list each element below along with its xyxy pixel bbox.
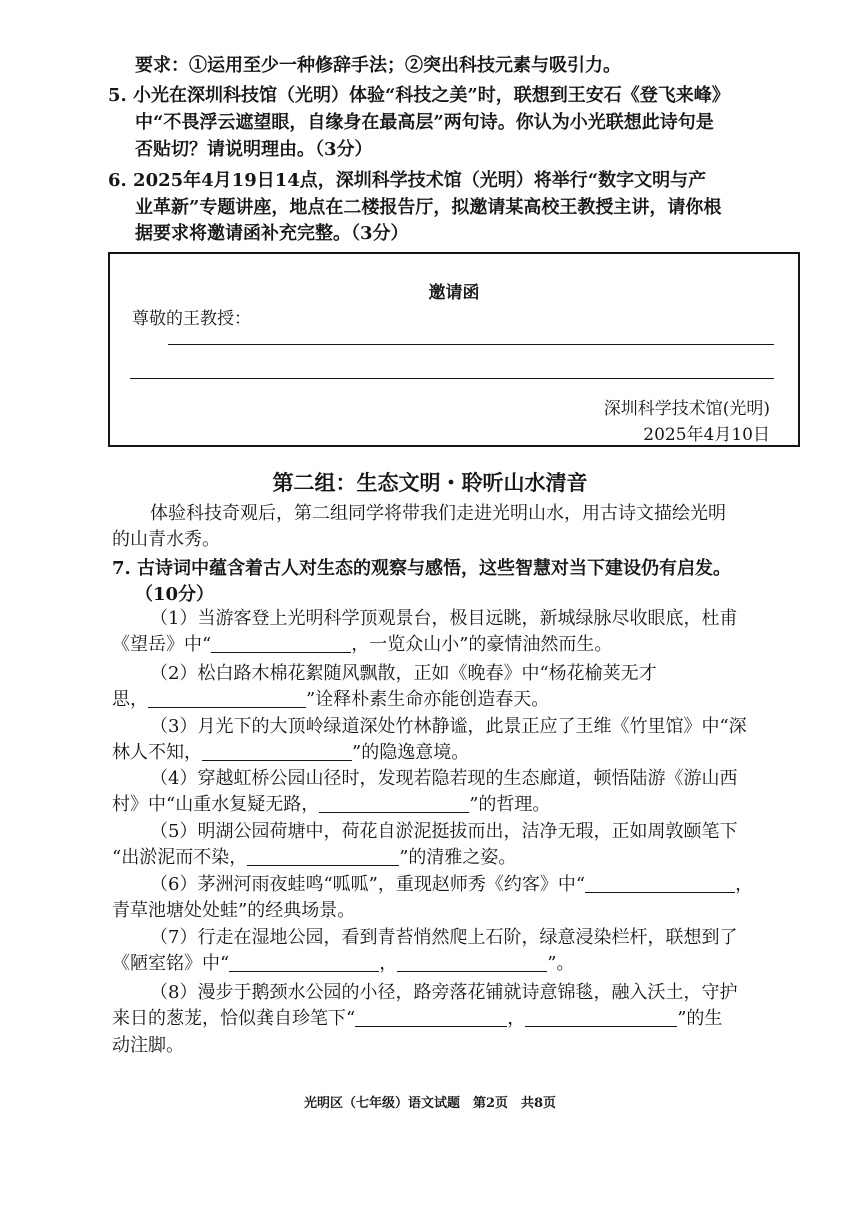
q7-2-answer-blank[interactable] xyxy=(148,689,306,708)
section-2-intro-2: 的山青水秀。 xyxy=(112,529,220,550)
q7-8-line-2 xyxy=(112,1006,722,1032)
q7-6-text-before: （6）茅洲河雨夜蛙鸣“呱呱”，重现赵师秀《约客》中“ xyxy=(150,874,586,895)
q7-7-answer-blank-1[interactable] xyxy=(229,953,379,972)
q7-5-text-before: “出淤泥而不染， xyxy=(112,847,248,868)
q7-8-line-3: 动注脚。 xyxy=(112,1035,184,1056)
q7-score: （10分） xyxy=(135,584,215,605)
q7-line-1: 7. 古诗词中蕴含着古人对生态的观察与感悟，这些智慧对当下建设仍有启发。 xyxy=(112,558,732,579)
page-footer: 光明区（七年级）语文试题 第2页 共8页 xyxy=(303,1096,557,1111)
q5-line-2: 中“不畏浮云遮望眼，自缘身在最高层”两句诗。你认为小光联想此诗句是 xyxy=(135,112,714,133)
section-2-title: 第二组：生态文明・聆听山水清音 xyxy=(272,470,588,495)
q7-8-text-before: 来日的葱茏，恰似龚自珍笔下“ xyxy=(112,1008,356,1029)
q7-4-text-after: ”的哲理。 xyxy=(469,794,551,815)
q7-6-answer-blank[interactable] xyxy=(585,874,735,893)
q7-5-answer-blank[interactable] xyxy=(247,847,399,866)
q7-3-line-2 xyxy=(112,740,469,766)
q7-6-text-after: ， xyxy=(735,874,754,895)
q5-line-1: 5. 小光在深圳科技馆（光明）体验“科技之美”时，联想到王安石《登飞来峰》 xyxy=(108,85,730,106)
q7-7-line-2 xyxy=(112,951,574,977)
q7-1-line-2 xyxy=(112,632,612,658)
q7-1-text-before: 《望岳》中“ xyxy=(112,634,212,655)
q7-1-text-after: ，一览众山小”的豪情油然而生。 xyxy=(351,634,613,655)
invitation-greeting: 尊敬的王教授： xyxy=(132,309,251,329)
q7-5-line-1: （5）明湖公园荷塘中，荷花自淤泥挺拔而出，洁净无瑕，正如周敦颐笔下 xyxy=(150,821,738,842)
q7-8-answer-blank-2[interactable] xyxy=(525,1008,677,1027)
section-2-intro-1: 体验科技奇观后，第二组同学将带我们走进光明山水，用古诗文描绘光明 xyxy=(150,503,726,524)
q7-4-answer-blank[interactable] xyxy=(319,794,469,813)
q7-8-line-1: （8）漫步于鹅颈水公园的小径，路旁落花铺就诗意锦毯，融入沃土，守护 xyxy=(150,982,738,1003)
q7-8-answer-blank-1[interactable] xyxy=(355,1008,507,1027)
q7-4-line-1: （4）穿越虹桥公园山径时，发现若隐若现的生态廊道，顿悟陆游《游山西 xyxy=(150,768,738,789)
q7-5-line-2 xyxy=(112,845,516,871)
q7-3-text-before: 林人不知， xyxy=(112,742,202,763)
q7-7-text-after: ”。 xyxy=(547,953,575,974)
q7-2-line-1: （2）松白路木棉花絮随风飘散，正如《晚春》中“杨花榆荚无才 xyxy=(150,663,657,684)
q7-8-text-mid: ， xyxy=(507,1008,526,1029)
q7-5-text-after: ”的清雅之姿。 xyxy=(399,847,517,868)
q7-3-answer-blank[interactable] xyxy=(202,742,352,761)
q7-7-line-1: （7）行走在湿地公园，看到青苔悄然爬上石阶，绿意浸染栏杆，联想到了 xyxy=(150,927,738,948)
q7-2-text-before: 思， xyxy=(112,689,148,710)
q7-2-text-after: ”诠释朴素生命亦能创造春天。 xyxy=(306,689,550,710)
invitation-box xyxy=(108,252,800,447)
q7-4-text-before: 村》中“山重水复疑无路， xyxy=(112,794,320,815)
q4-requirement: 要求：①运用至少一种修辞手法；②突出科技元素与吸引力。 xyxy=(135,55,621,76)
q7-4-line-2 xyxy=(112,792,550,818)
q5-line-3: 否贴切？请说明理由。（3分） xyxy=(135,139,373,160)
q7-1-answer-blank[interactable] xyxy=(211,634,351,653)
q7-6-line-1 xyxy=(150,872,753,898)
q7-7-text-mid: ， xyxy=(379,953,398,974)
q7-6-line-2: 青草池塘处处蛙”的经典场景。 xyxy=(112,900,356,921)
q7-3-text-after: ”的隐逸意境。 xyxy=(352,742,470,763)
invitation-blank-line-2[interactable] xyxy=(130,378,774,379)
q7-7-answer-blank-2[interactable] xyxy=(397,953,547,972)
invitation-sender: 深圳科学技术馆(光明) xyxy=(603,399,770,419)
q6-line-2: 业革新”专题讲座，地点在二楼报告厅，拟邀请某高校王教授主讲，请你根 xyxy=(135,197,722,218)
q6-line-3: 据要求将邀请函补充完整。（3分） xyxy=(135,223,409,244)
q7-8-text-after: ”的生 xyxy=(677,1008,723,1029)
q6-line-1: 6. 2025年4月19日14点，深圳科学技术馆（光明）将举行“数字文明与产 xyxy=(108,170,707,191)
invitation-title: 邀请函 xyxy=(428,283,480,303)
q7-3-line-1: （3）月光下的大顶岭绿道深处竹林静谧，此景正应了王维《竹里馆》中“深 xyxy=(150,716,747,737)
invitation-blank-line-1[interactable] xyxy=(168,344,774,345)
invitation-date: 2025年4月10日 xyxy=(643,425,770,445)
q7-1-line-1: （1）当游客登上光明科学顶观景台，极目远眺，新城绿脉尽收眼底，杜甫 xyxy=(150,608,738,629)
q7-7-text-before: 《陋室铭》中“ xyxy=(112,953,230,974)
q7-2-line-2 xyxy=(112,687,549,713)
